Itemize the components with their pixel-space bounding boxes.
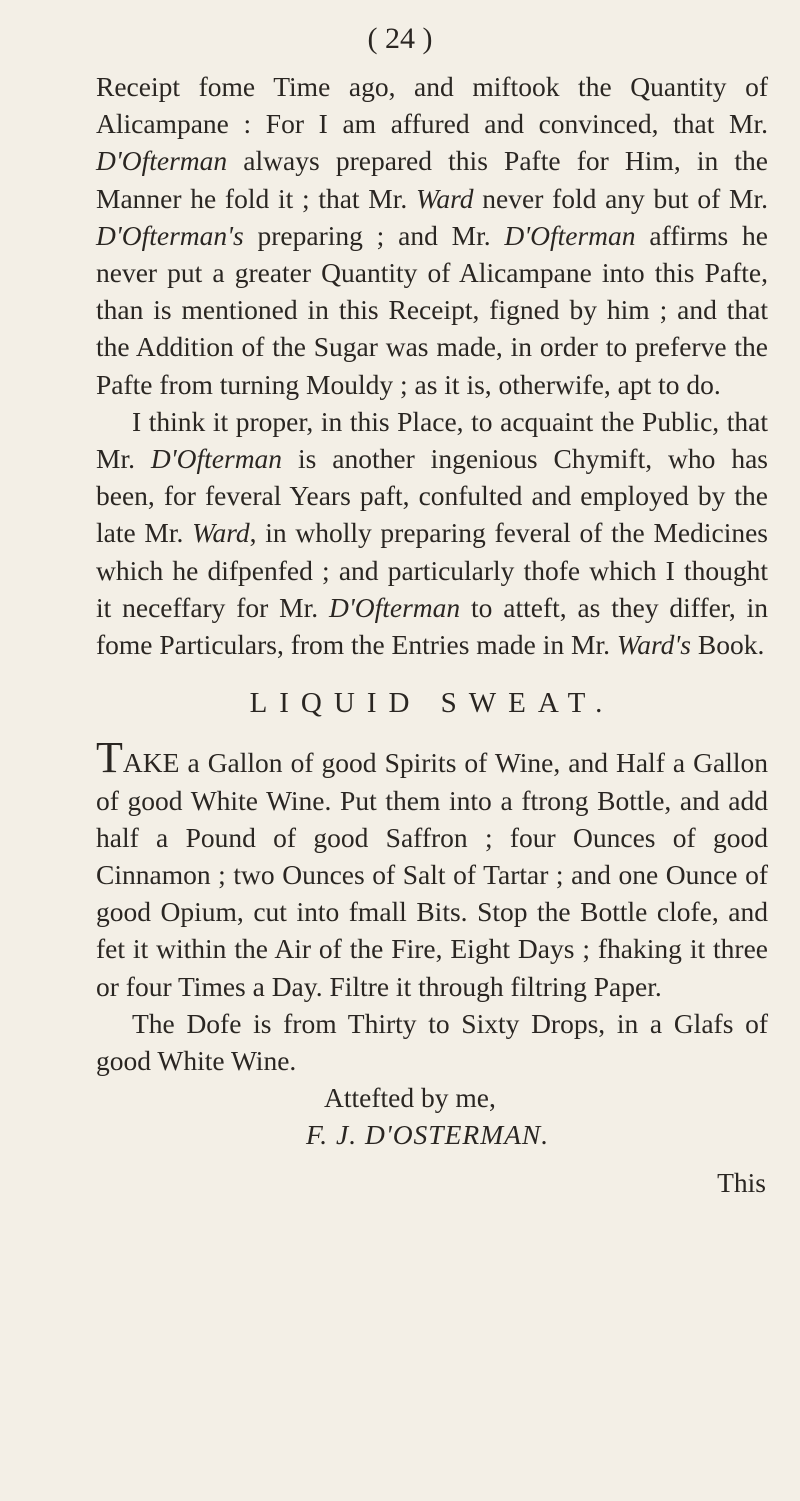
drop-cap: T — [96, 733, 123, 783]
name-dosterman: D'Ofterman — [504, 219, 636, 251]
name-dosterman: D'Ofterman's — [96, 219, 244, 251]
name-ward: Ward — [192, 517, 250, 549]
name-ward: Ward — [415, 182, 474, 214]
text-run: to atteft, as they differ, in fome Particulars, from the Entries made in Mr. — [96, 591, 768, 661]
name-dosterman: D'Ofterman — [150, 443, 283, 475]
signature: F. J. D'OSTERMAN. — [306, 1119, 550, 1151]
catchword: This — [717, 1166, 766, 1198]
page-number: ( 24 ) — [367, 22, 433, 55]
recipe-text: AKE a Gallon of good Spirits of Wine, and Half a Gallon of good White Wine. Put them into a ftrong Bottle, and add half a Pound of good Saffron ; four Ounces of good Cinnamon ; two Ounces of Salt of Tartar ; and one Ounce of good Opium, cut into fmall Bits. Stop the Bottle clofe, and fet it within the Air of the Fire, Eight Days ; fhaking it three or four Times a Day. Filtre it through filtring Paper. — [96, 747, 768, 1002]
paragraph-acquaint — [96, 403, 768, 663]
text-run: Book. — [691, 629, 765, 661]
text-run: I think it proper, in this Place, to acquaint the Public, that Mr. — [96, 405, 768, 475]
text-run: always prepared this Pafte for Him, in the Manner he fold it ; that Mr. — [96, 145, 768, 214]
text-run: , in wholly preparing feveral of the Medicines which he difpenfed ; and particularly thofe which I thought it neceffary for Mr. — [96, 517, 768, 623]
text-run: never fold any but of Mr. — [473, 182, 768, 214]
paragraph-recipe — [96, 733, 768, 1004]
section-heading: LIQUID SWEAT. — [249, 687, 615, 720]
name-dosterman: D'Ofterman — [329, 591, 461, 623]
text-run: Receipt fome Time ago, and miftook the Quantity of Alicampane : For I am affured and convinced, that Mr. — [96, 71, 768, 140]
attestation-line: Attefted by me, — [324, 1082, 496, 1114]
name-ward: Ward's — [616, 629, 691, 661]
text-run: affirms he never put a greater Quantity of Alicampane into this Pafte, than is mentioned in this Receipt, figned by him ; and that the Addition of the Sugar was made, in order to preferve the Pafte from turning Mouldy ; as it is, otherwife, apt to do. — [96, 219, 769, 400]
paragraph-dose: The Dofe is from Thirty to Sixty Drops, in a Glafs of good White Wine. — [96, 1007, 768, 1077]
text-run: is another ingenious Chymift, who has been, for feveral Years paft, confulted and employed by the late Mr. — [96, 443, 768, 549]
text-run: preparing ; and Mr. — [243, 219, 505, 251]
page-body — [96, 68, 768, 1201]
name-dosterman: D'Ofterman — [96, 145, 228, 177]
paragraph-receipt — [96, 68, 768, 403]
